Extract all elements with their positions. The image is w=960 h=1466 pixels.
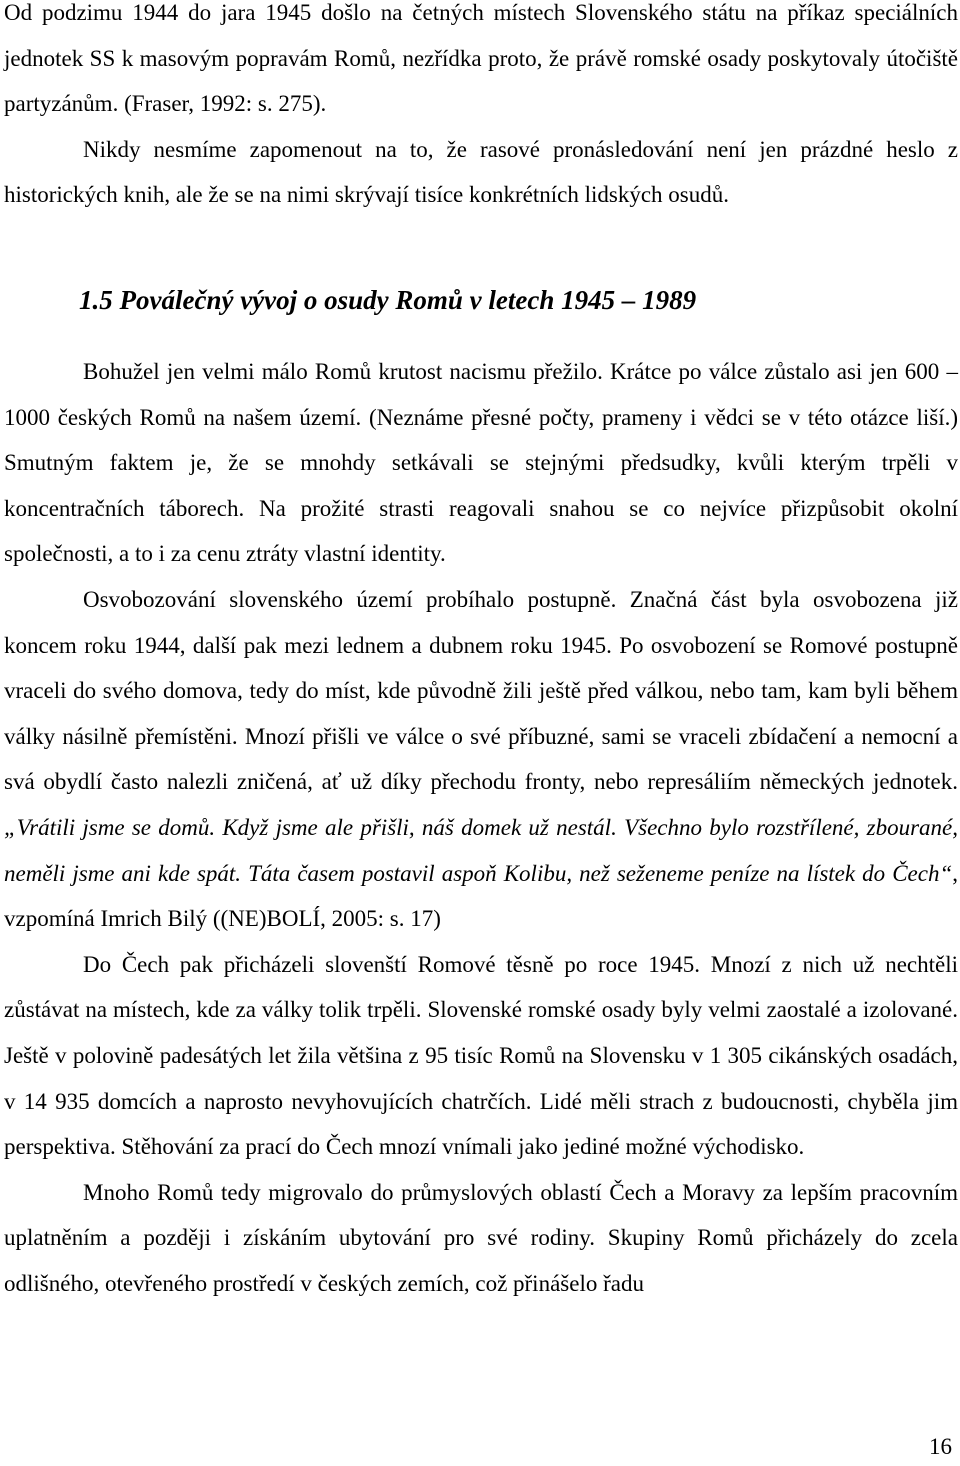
paragraph-liberation: [4, 577, 958, 942]
paragraph-industrial-migration: Mnoho Romů tedy migrovalo do průmyslových oblastí Čech a Moravy za lepším pracovním uplatněním a později i získáním ubytování pro své rodiny. Skupiny Romů přicházely do zcela odlišného, otevřeného prostředí v českých zemích, což přinášelo řadu: [4, 1179, 958, 1296]
paragraph-migration-to-bohemia: Do Čech pak přicházeli slovenští Romové těsně po roce 1945. Mnozí z nich už nechtěli zůstávat na místech, kde za války tolik trpěli. Slovenské romské osady byly velmi zaostalé a izolované. Ještě v polovině padesátých let žila většina z 95 tisíc Romů na Slovensku v 1 305 cikánských osadách, v 14 935 domcích a naprosto nevyhovujících chatrčích. Lidé měli strach z budoucnosti, chyběla jim perspektiva. Stěhování za prací do Čech mnozí vnímali jako jediné možné východisko.: [4, 951, 958, 1160]
witness-quote: „Vrátili jsme se domů. Když jsme ale přišli, náš domek už nestál. Všechno bylo rozstřílené, zbourané, neměli jsme ani kde spát. Táta časem postavil aspoň Kolibu, než seženeme peníze na lístek do Čech“: [4, 814, 958, 886]
intro-sentence-2: Nikdy nesmíme zapomenout na to, že rasové pronásledování není jen prázdné heslo z historických knih, ale že se na nimi skrývají tisíce konkrétních lidských osudů.: [4, 136, 958, 208]
paragraph-survivors: Bohužel jen velmi málo Romů krutost nacismu přežilo. Krátce po válce zůstalo asi jen 600 – 1000 českých Romů na našem území. (Neznáme přesné počty, prameny i vědci se v této otázce liší.) Smutným faktem je, že se mnohdy setkávali se stejnými předsudky, kvůli kterým trpěli v koncentračních táborech. Na prožité strasti reagovali snahou se co nejvíce přizpůsobit okolní společnosti, a to i za cenu ztráty vlastní identity.: [4, 359, 958, 567]
page-number: 16: [929, 1434, 952, 1459]
section-body: [4, 349, 958, 1306]
quote-attribution: , vzpomíná Imrich Bilý ((NE)BOLÍ, 2005: s. 17): [4, 860, 958, 932]
section-heading: 1.5 Poválečný vývoj o osudy Romů v letech 1945 – 1989: [79, 285, 697, 315]
liberation-text: Osvobozování slovenského území probíhalo postupně. Značná část byla osvobozena již koncem roku 1944, další pak mezi lednem a dubnem roku 1945. Po osvobození se Romové postupně vraceli do svého domova, tedy do míst, kde původně žili ještě před válkou, nebo tam, kam byli během války násilně přemístěni. Mnozí přišli ve válce o své příbuzné, sami se vraceli zbídačení a nemocní a svá obydlí často nalezli zničená, ať už díky přechodu fronty, nebo represáliím německých jednotek.: [4, 586, 958, 795]
intro-paragraph: [4, 0, 958, 218]
intro-sentence-1: Od podzimu 1944 do jara 1945 došlo na četných místech Slovenského státu na příkaz speciálních jednotek SS k masovým popravám Romů, nezřídka proto, že právě romské osady poskytovaly útočiště partyzánům. (Fraser, 1992: s. 275).: [4, 0, 958, 117]
